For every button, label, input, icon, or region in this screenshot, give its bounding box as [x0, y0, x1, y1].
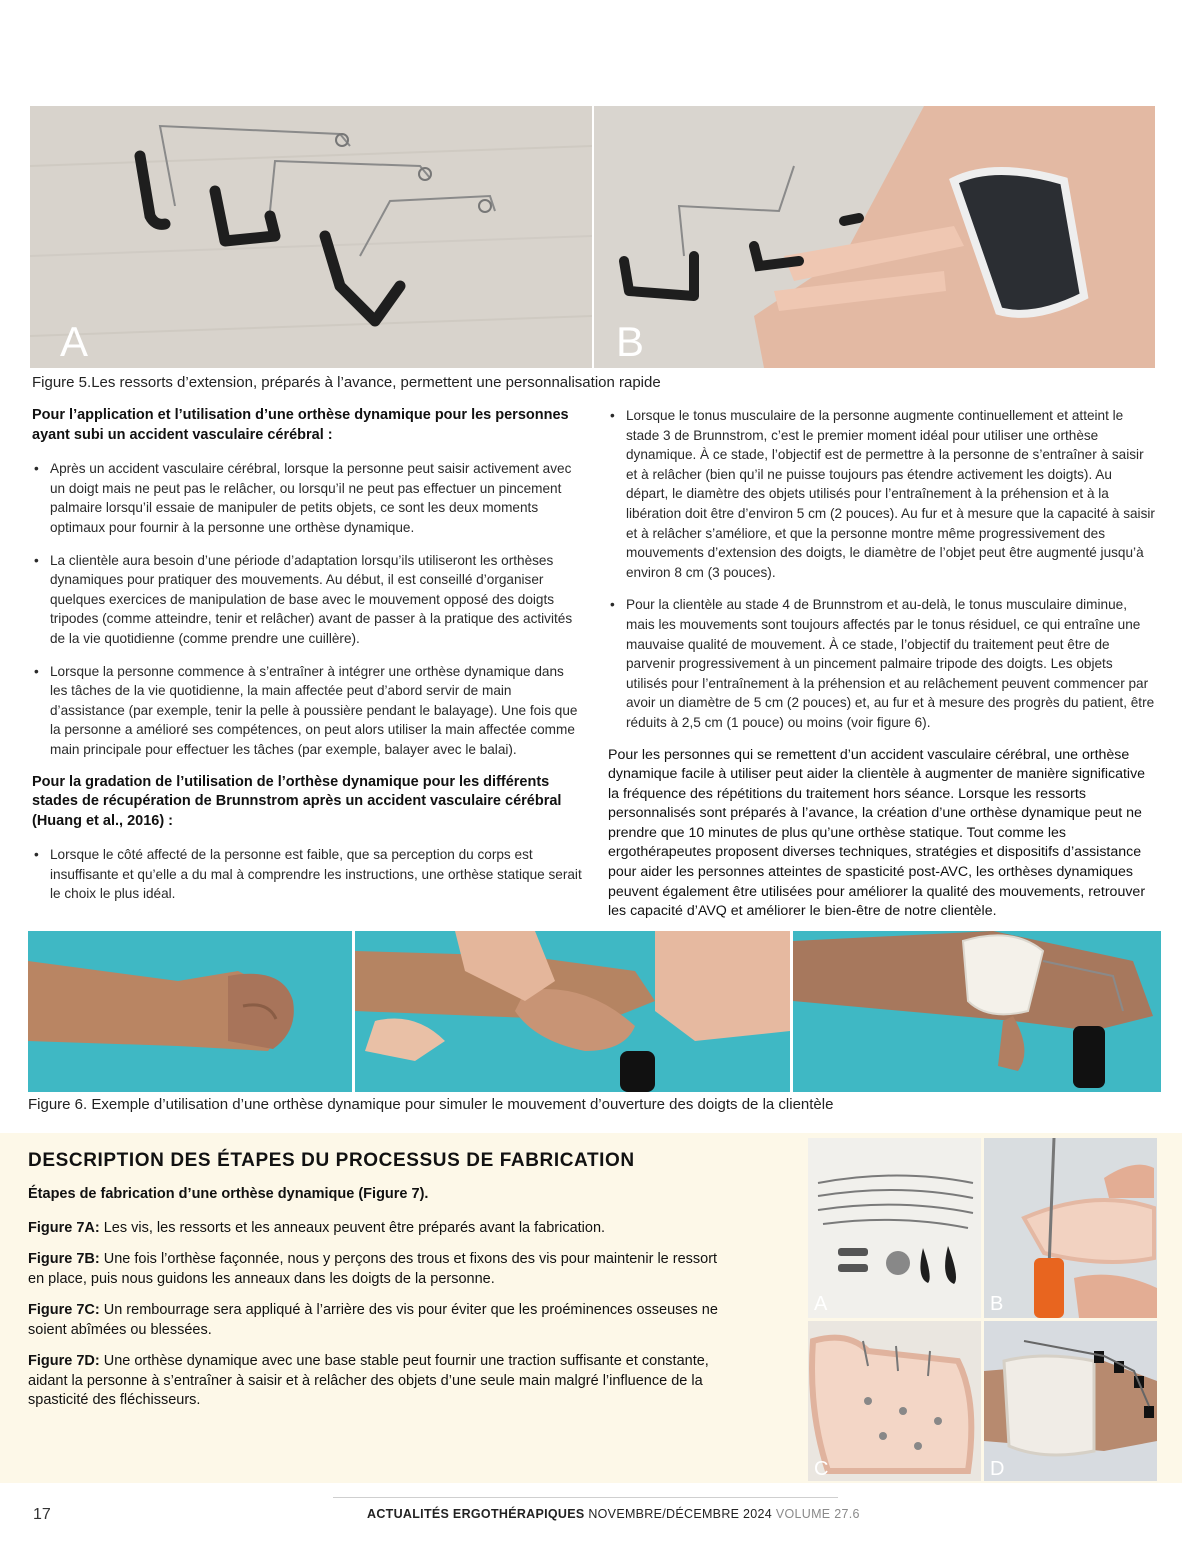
bullet-list-gradation	[32, 845, 584, 904]
figure5-label-b: B	[616, 318, 645, 365]
figure7-label-a: A	[814, 1293, 828, 1315]
step-7b	[28, 1250, 728, 1289]
figure7-photo-c	[808, 1321, 981, 1481]
step-7c	[28, 1301, 728, 1340]
figure6-photo-3	[793, 931, 1161, 1092]
list-item: • Après un accident vasculaire cérébral, lorsque la personne peut saisir activement avec un doigt mais ne peut pas le relâcher, ou lorsqu’il ne peut pas effectuer un pincement palmaire lorsqu’il essaie de manipuler de petits objets, ce sont les deux moments optimaux pour fournir à la personne une orthèse dynamique.	[32, 459, 584, 537]
figure5-caption: Figure 5.Les ressorts d’extension, préparés à l’avance, permettent une personnalisation rapide	[32, 374, 661, 391]
page-number: 17	[33, 1506, 51, 1523]
right-column	[608, 406, 1156, 922]
figure6-photo-2	[355, 931, 790, 1092]
footer-publication	[367, 1507, 860, 1521]
step-text: Un rembourrage sera appliqué à l’arrière des vis pour éviter que les proéminences osseuses ne soient abîmées ou blessées.	[28, 1302, 718, 1338]
figure7-label-c: C	[814, 1458, 829, 1480]
issue-date: NOVEMBRE/DÉCEMBRE 2024	[588, 1507, 773, 1521]
fabrication-lead: Étapes de fabrication d’une orthèse dynamique (Figure 7).	[28, 1186, 429, 1202]
figure6-photo-1	[28, 931, 352, 1092]
list-item: • Lorsque le côté affecté de la personne est faible, que sa perception du corps est insuffisante et qu’elle a du mal à comprendre les instructions, une orthèse statique serait le choix le plus idéal.	[32, 845, 584, 904]
fabrication-steps	[28, 1185, 728, 1423]
fabrication-title: DESCRIPTION DES ÉTAPES DU PROCESSUS DE FABRICATION	[28, 1150, 635, 1171]
figure7-photo-d	[984, 1321, 1157, 1481]
list-item: • La clientèle aura besoin d’une période d’adaptation lorsqu’ils utiliseront les orthèses dynamiques pour pratiquer des mouvements. Au début, il est conseillé d’organiser quelques exercices de manipulation de base avec le mouvement opposé des doigts tripodes (comme atteindre, tenir et relâcher) avant de passer à la pratique des activités de la vie quotidienne (comme prendre une cuillère).	[32, 551, 584, 649]
step-label: Figure 7C:	[28, 1302, 100, 1318]
figure7-label-b: B	[990, 1293, 1004, 1315]
step-label: Figure 7B:	[28, 1251, 100, 1267]
heading-application: Pour l’application et l’utilisation d’une orthèse dynamique pour les personnes ayant subi un accident vasculaire cérébral :	[32, 407, 569, 443]
heading-gradation: Pour la gradation de l’utilisation de l’orthèse dynamique pour les différents stades de récupération de Brunnstrom après un accident vasculaire cérébral (Huang et al., 2016) :	[32, 773, 562, 829]
step-7a	[28, 1219, 728, 1239]
closing-paragraph: Pour les personnes qui se remettent d’un accident vasculaire cérébral, une orthèse dynamique facile à utiliser peut aider la clientèle à augmenter de manière significative la fréquence des répétitions du traitement hors séance. Lorsque les ressorts personnalisés sont préparés à l’avance, la création d’une orthèse dynamique peut ne prendre que 10 minutes de plus qu’une orthèse statique. Tout comme les ergothérapeutes proposent diverses techniques, stratégies et dispositifs d’assistance pour aider les personnes atteintes de spasticité post-AVC, les orthèses dynamiques peuvent également être utilisées pour améliorer la qualité des mouvements, retrouver les capacité d’AVQ et améliorer le bien-être de notre clientèle.	[608, 746, 1146, 920]
figure5-label-a: A	[60, 318, 89, 365]
figure5-photo-a	[30, 106, 592, 368]
list-item: • Lorsque la personne commence à s’entraîner à intégrer une orthèse dynamique dans les tâches de la vie quotidienne, la main affectée peut d’abord servir de main d’assistance (par exemple, tenir la pelle à poussière pendant le balayage). Une fois que la personne a amélioré ses compétences, on peut alors utiliser la main affectée comme main principale pour effectuer les tâches (par exemple, balayer avec le balai).	[32, 662, 584, 760]
publication-name: ACTUALITÉS ERGOTHÉRAPIQUES	[367, 1507, 585, 1521]
bullet-list-brunnstrom	[608, 406, 1156, 733]
footer-divider	[333, 1497, 838, 1498]
step-text: Une fois l’orthèse façonnée, nous y perçons des trous et fixons des vis pour maintenir le ressort en place, puis nous guidons les anneaux dans les doigts de la personne.	[28, 1251, 718, 1287]
figure6-caption: Figure 6. Exemple d’utilisation d’une orthèse dynamique pour simuler le mouvement d’ouverture des doigts de la clientèle	[28, 1096, 834, 1113]
step-text: Les vis, les ressorts et les anneaux peuvent être préparés avant la fabrication.	[99, 1219, 606, 1236]
figure7-photo-b	[984, 1138, 1157, 1318]
bullet-list-application	[32, 459, 584, 759]
figure7-photo-a	[808, 1138, 981, 1318]
step-7d	[28, 1352, 728, 1411]
figure5-photo-b	[594, 106, 1155, 368]
left-column	[32, 406, 584, 917]
step-label: Figure 7D:	[28, 1353, 100, 1369]
list-item: • Pour la clientèle au stade 4 de Brunnstrom et au-delà, le tonus musculaire diminue, mais les mouvements sont toujours affectés par le tonus résiduel, ce qui entraîne une mauvaise qualité de mouvement. À ce stade, l’objectif du traitement peut être de parvenir progressivement à un pincement palmaire tripode des doigts. Les objets utilisés pour l’entraînement à la préhension et au relâchement peuvent commencer par avoir un diamètre de 5 cm (2 pouces) et, au fur et à mesure des progrès du patient, être réduits à 2,5 cm (1 pouce) ou moins (voir figure 6).	[608, 595, 1156, 732]
figure7-label-d: D	[990, 1458, 1005, 1480]
step-text: Une orthèse dynamique avec une base stable peut fournir une traction suffisante et constante, aidant la personne à s’entraîner à saisir et à relâcher des objets d’une seule main malgré l’influence de la spasticité des fléchisseurs.	[28, 1353, 709, 1408]
step-label: Figure 7A:	[28, 1219, 100, 1236]
list-item: • Lorsque le tonus musculaire de la personne augmente continuellement et atteint le stade 3 de Brunnstrom, c’est le premier moment idéal pour utiliser une orthèse dynamique. À ce stade, l’objectif est de permettre à la personne de s’entraîner à saisir et à relâcher (bien qu’il ne puisse toujours pas étendre activement les doigts). Au départ, le diamètre des objets utilisés pour l’entraînement à la préhension et à la libération doit être d’environ 5 cm (2 pouces). Au fur et à mesure que la capacité à saisir et à relâcher s’améliore, et que la personne montre même progressivement des mouvements d’extension des doigts, le diamètre de l’objet peut être augmenté jusqu’à environ 8 cm (3 pouces).	[608, 406, 1156, 582]
volume: VOLUME 27.6	[775, 1507, 860, 1521]
